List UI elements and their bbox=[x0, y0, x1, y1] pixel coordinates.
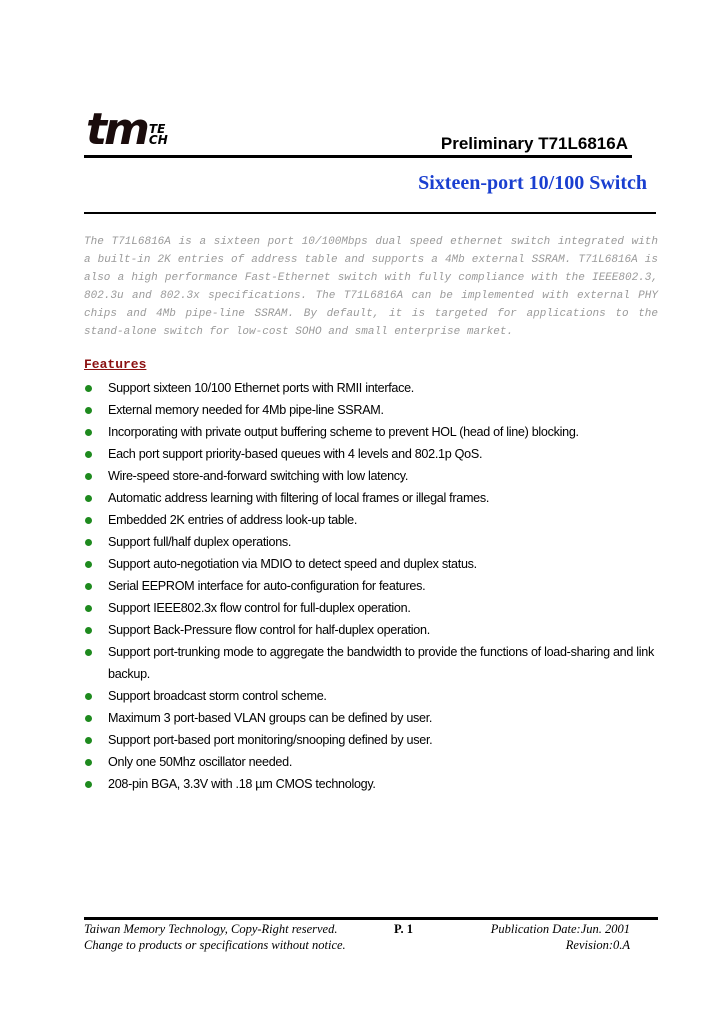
feature-text: Serial EEPROM interface for auto-configuration for features. bbox=[108, 579, 426, 593]
feature-item bbox=[84, 553, 656, 575]
feature-text: Support Back-Pressure flow control for half-duplex operation. bbox=[108, 623, 430, 637]
revision: Revision:0.A bbox=[565, 938, 630, 952]
feature-text: Support broadcast storm control scheme. bbox=[108, 689, 327, 703]
feature-item bbox=[84, 487, 656, 509]
feature-item bbox=[84, 509, 656, 531]
page-title: Sixteen-port 10/100 Switch bbox=[418, 172, 647, 194]
feature-text: Support sixteen 10/100 Ethernet ports with RMII interface. bbox=[108, 381, 415, 395]
page-number: P. 1 bbox=[394, 922, 413, 936]
bullet-icon bbox=[85, 385, 92, 392]
feature-text: Support IEEE802.3x flow control for full-duplex operation. bbox=[108, 601, 411, 615]
logo-sub bbox=[149, 124, 168, 146]
features-list bbox=[84, 377, 656, 795]
footer-notice: Change to products or specifications without notice. bbox=[84, 938, 346, 952]
feature-item bbox=[84, 465, 656, 487]
feature-item bbox=[84, 707, 656, 729]
feature-text: Support port-trunking mode to aggregate the bandwidth to provide the functions of load-sharing and link backup. bbox=[108, 645, 654, 681]
bullet-icon bbox=[85, 451, 92, 458]
intro-paragraph: The T71L6816A is a sixteen port 10/100Mbps dual speed ethernet switch integrated with a built-in 2K entries of address table and supports a 4Mb external SSRAM. T71L6816A is also a high performance Fast-Ethernet switch with fully compliance with the IEEE802.3, 802.3u and 802.3x specifications. The T71L6816A can be implemented with external PHY chips and 4Mb pipe-line SSRAM. By default, it is targeted for applications to the stand-alone switch for low-cost SOHO and small enterprise market. bbox=[84, 236, 658, 338]
title-rule bbox=[84, 212, 656, 214]
feature-item bbox=[84, 619, 656, 641]
bullet-icon bbox=[85, 605, 92, 612]
feature-text: Support full/half duplex operations. bbox=[108, 535, 292, 549]
feature-text: Wire-speed store-and-forward switching with low latency. bbox=[108, 469, 409, 483]
bullet-icon bbox=[85, 737, 92, 744]
feature-item bbox=[84, 443, 656, 465]
feature-item bbox=[84, 531, 656, 553]
footer-copyright: Taiwan Memory Technology, Copy-Right reserved. bbox=[84, 922, 338, 936]
bullet-icon bbox=[85, 759, 92, 766]
feature-item bbox=[84, 641, 656, 685]
feature-text: Support auto-negotiation via MDIO to detect speed and duplex status. bbox=[108, 557, 477, 571]
bullet-icon bbox=[85, 429, 92, 436]
bullet-icon bbox=[85, 781, 92, 788]
feature-text: Support port-based port monitoring/snooping defined by user. bbox=[108, 733, 433, 747]
document-id: Preliminary T71L6816A bbox=[440, 134, 628, 153]
feature-item bbox=[84, 377, 656, 399]
bullet-icon bbox=[85, 561, 92, 568]
feature-text: Automatic address learning with filtering of local frames or illegal frames. bbox=[108, 491, 490, 505]
publication-date: Publication Date:Jun. 2001 bbox=[490, 922, 630, 936]
bullet-icon bbox=[85, 627, 92, 634]
feature-text: Only one 50Mhz oscillator needed. bbox=[108, 755, 293, 769]
feature-text: 208-pin BGA, 3.3V with .18 µm CMOS technology. bbox=[108, 777, 376, 791]
feature-text: External memory needed for 4Mb pipe-line SSRAM. bbox=[108, 403, 384, 417]
footer-rule bbox=[84, 917, 658, 920]
feature-item bbox=[84, 421, 656, 443]
bullet-icon bbox=[85, 517, 92, 524]
logo-sub-1: TE bbox=[148, 122, 166, 136]
feature-text: Maximum 3 port-based VLAN groups can be defined by user. bbox=[108, 711, 433, 725]
bullet-icon bbox=[85, 473, 92, 480]
feature-item bbox=[84, 597, 656, 619]
feature-text: Embedded 2K entries of address look-up table. bbox=[108, 513, 358, 527]
header-rule bbox=[84, 155, 632, 158]
bullet-icon bbox=[85, 407, 92, 414]
feature-item bbox=[84, 575, 656, 597]
feature-text: Incorporating with private output buffering scheme to prevent HOL (head of line) blocking. bbox=[108, 425, 579, 439]
bullet-icon bbox=[85, 649, 92, 656]
bullet-icon bbox=[85, 583, 92, 590]
logo-sub-2: CH bbox=[148, 133, 168, 147]
feature-item bbox=[84, 773, 656, 795]
logo-text: tm bbox=[86, 104, 147, 155]
tmtech-logo bbox=[86, 104, 168, 155]
feature-item bbox=[84, 399, 656, 421]
features-heading: Features bbox=[84, 357, 147, 372]
feature-item bbox=[84, 751, 656, 773]
bullet-icon bbox=[85, 495, 92, 502]
feature-item bbox=[84, 729, 656, 751]
bullet-icon bbox=[85, 539, 92, 546]
bullet-icon bbox=[85, 715, 92, 722]
feature-text: Each port support priority-based queues with 4 levels and 802.1p QoS. bbox=[108, 447, 483, 461]
feature-item bbox=[84, 685, 656, 707]
bullet-icon bbox=[85, 693, 92, 700]
